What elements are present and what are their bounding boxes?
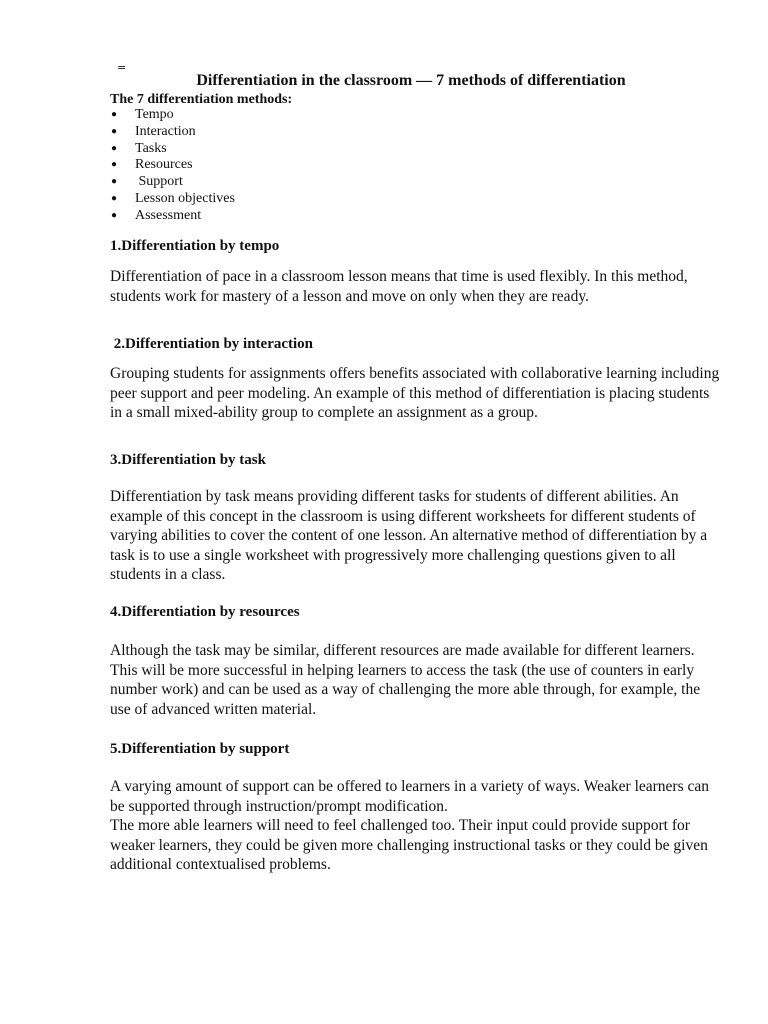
section-paragraph-tempo: Differentiation of pace in a classroom lesson means that time is used flexibly. In this method, students work for mastery of a lesson and move on only when they are ready. (110, 268, 688, 305)
document-title: Differentiation in the classroom — 7 methods of differentiation (196, 72, 626, 89)
section-paragraph-support-2: The more able learners will need to feel challenged too. Their input could provide support for weaker learners, they could be given more challenging instructional tasks or they could be given additional contextualised problems. (110, 817, 708, 874)
bullet-icon: ● (111, 209, 118, 221)
section-heading-resources: 4.Differentiation by resources (110, 604, 300, 620)
section-paragraph-task: Differentiation by task means providing different tasks for students of different abilities. An example of this concept in the classroom is using different worksheets for different students of varying abilities to cover the content of one lesson. An alternative method of differentiation by a task is to use a single worksheet with progressively more challenging questions given to all students in a class. (110, 488, 708, 584)
list-item-label: Lesson objectives (135, 190, 235, 206)
section-heading-support: 5.Differentiation by support (110, 741, 290, 757)
bullet-icon: ● (111, 109, 118, 120)
methods-list (110, 107, 235, 225)
list-item-label: Support (135, 174, 183, 190)
section-paragraph-interaction: Grouping students for assignments offers benefits associated with collaborative learning including peer support and peer modeling. An example of this method of differentiation is placing students in a small mixed-ability group to complete an assignment as a group. (110, 365, 720, 422)
list-item (110, 157, 235, 174)
section-heading-tempo: 1.Differentiation by tempo (110, 238, 280, 254)
page-mark: = (117, 61, 127, 74)
list-item (110, 208, 235, 225)
list-item (110, 107, 235, 124)
list-item-label: Assessment (135, 207, 202, 223)
section-heading-task: 3.Differentiation by task (110, 452, 266, 468)
section-paragraph-resources: Although the task may be similar, different resources are made available for different learners. This will be more successful in helping learners to access the task (the use of counters in early number work) and can be used as a way of challenging the more able through, for example, the use of advanced written material. (110, 642, 701, 718)
methods-list-heading: The 7 differentiation methods: (110, 92, 293, 107)
list-item-label: Interaction (135, 123, 196, 139)
list-item (110, 191, 235, 208)
list-item (110, 174, 235, 191)
list-item (110, 124, 235, 141)
bullet-icon: ● (111, 159, 118, 171)
list-item-label: Resources (135, 157, 193, 173)
list-item-label: Tasks (135, 140, 167, 156)
bullet-icon: ● (111, 176, 118, 188)
list-item (110, 141, 235, 158)
section-heading-interaction: 2.Differentiation by interaction (110, 336, 314, 352)
list-item-label: Tempo (135, 107, 174, 122)
bullet-icon: ● (111, 142, 118, 154)
bullet-icon: ● (111, 125, 118, 137)
section-paragraph-support: A varying amount of support can be offered to learners in a variety of ways. Weaker learners can be supported through instruction/prompt modification. (110, 778, 710, 815)
bullet-icon: ● (111, 192, 118, 204)
